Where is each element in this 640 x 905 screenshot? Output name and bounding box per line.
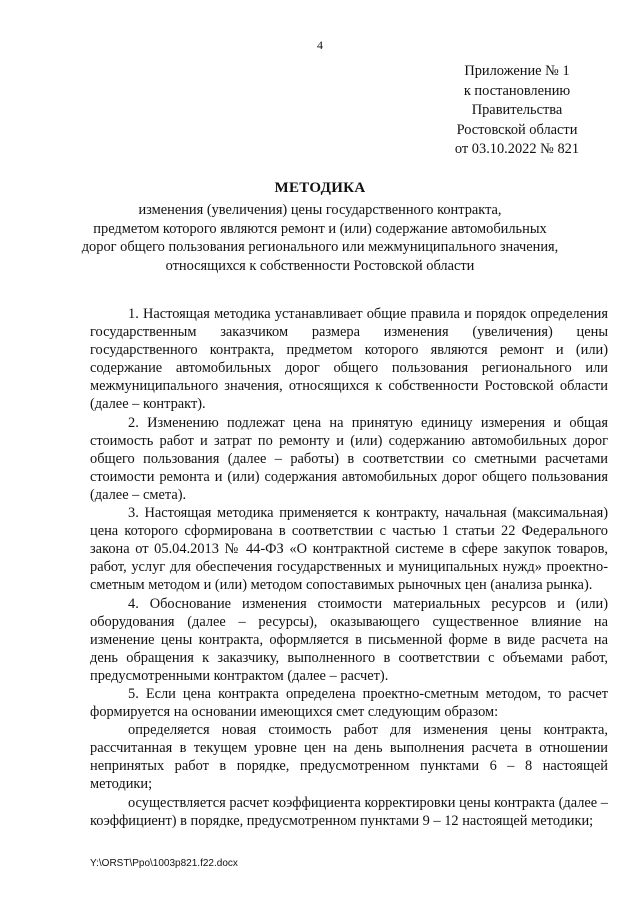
page-number: 4 [317, 38, 323, 52]
document-title: МЕТОДИКА [274, 180, 366, 196]
appendix-line: Приложение № 1 [464, 63, 570, 79]
document-subtitle [60, 201, 580, 276]
subtitle-line: относящихся к собственности Ростовской области [165, 258, 475, 275]
subtitle-line: предметом которого являются ремонт и (или) содержание автомобильных [93, 220, 547, 237]
appendix-line: Ростовской области [456, 121, 578, 138]
file-path-footer: Y:\ORST\Ppo\1003p821.f22.docx [90, 858, 238, 869]
document-body [90, 305, 608, 830]
paragraph: 4. Обоснование изменения стоимости материальных ресурсов и (или) оборудования (далее – ресурсы), оказывающего существенное влияние на изменение цены контракта, оформляется в письменной форме в виде расчета на день обращения к заказчику, выполненного в соответствии с объемами работ, предусмотренными контрактом (далее – расчет). [90, 595, 608, 684]
paragraph: 2. Изменению подлежат цена на принятую единицу измерения и общая стоимость работ и затрат по ремонту и (или) содержанию автомобильных дорог общего пользования (далее – работы) в соответствии со сметными расчетами стоимости ремонта и (или) содержания автомобильных дорог общего пользования (далее – смета). [90, 414, 608, 503]
subtitle-line: изменения (увеличения) цены государственного контракта, [138, 202, 502, 218]
paragraph: осуществляется расчет коэффициента корректировки цены контракта (далее – коэффициент) в порядке, предусмотренном пунктами 9 – 12 настоящей методики; [90, 794, 608, 829]
appendix-line: к постановлению [463, 82, 571, 99]
appendix-block [432, 62, 602, 160]
paragraph: 3. Настоящая методика применяется к контракту, начальная (максимальная) цена которого сформирована в соответствии с частью 1 статьи 22 Федерального закона от 05.04.2013 № 44-ФЗ «О контрактной системе в сфере закупок товаров, работ, услуг для обеспечения государственных и муниципальных нужд» проектно-сметным методом и (или) методом сопоставимых рыночных цен (анализа рынка). [90, 505, 608, 594]
appendix-line: Правительства [471, 102, 563, 118]
appendix-line: от 03.10.2022 № 821 [454, 141, 580, 157]
subtitle-line: дорог общего пользования регионального или межмуниципального значения, [81, 239, 559, 256]
paragraph: 5. Если цена контракта определена проектно-сметным методом, то расчет формируется на основании имеющихся смет следующим образом: [90, 685, 608, 721]
paragraph: определяется новая стоимость работ для изменения цены контракта, рассчитанная в текущем уровне цен на день выполнения расчета в отношении непринятых работ в порядке, предусмотренном пунктами 6 – 8 настоящей методики; [90, 722, 608, 793]
paragraph: 1. Настоящая методика устанавливает общие правила и порядок определения государственным заказчиком размера изменения (увеличения) цены государственного контракта, предметом которого являются ремонт и (или) содержание автомобильных дорог общего пользования регионального или межмуниципального значения, относящихся к собственности Ростовской области (далее – контракт). [90, 306, 608, 413]
